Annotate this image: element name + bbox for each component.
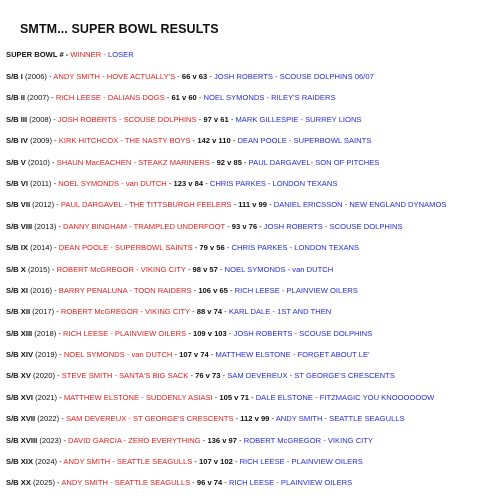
loser-name: JOSH ROBERTS - SCOUSE DOLPHINS <box>263 221 403 231</box>
legend-row <box>6 50 479 60</box>
separator: - <box>233 414 241 424</box>
separator: - <box>49 93 56 103</box>
superbowl-year: (2014) <box>27 243 53 253</box>
winner-name: BARRY PENALUNA - TOON RAIDERS <box>58 285 192 295</box>
result-row <box>6 286 479 296</box>
legend-separator: - <box>101 50 108 59</box>
separator: - <box>196 93 204 103</box>
separator: - <box>232 457 240 467</box>
superbowl-label: S/B XVIII <box>6 435 38 445</box>
separator: - <box>203 178 210 188</box>
result-row <box>6 243 479 253</box>
superbowl-year: (2022) <box>35 414 60 424</box>
winner-name: MATTHEW ELSTONE - SUDDENLY ASIASI <box>63 392 213 402</box>
superbowl-label: S/B IV <box>6 136 28 146</box>
winner-name: NOEL SYMONDS - van DUTCH <box>58 178 167 188</box>
result-row <box>6 457 479 467</box>
winner-name: ANDY SMITH - SEATTLE SEAGULLS <box>63 457 193 467</box>
superbowl-year: (2023) <box>37 435 62 445</box>
superbowl-year: (2011) <box>27 178 52 188</box>
superbowl-year: (2016) <box>27 285 53 295</box>
legend-winner: WINNER <box>70 50 102 59</box>
result-row <box>6 115 479 125</box>
superbowl-label: S/B XI <box>6 285 28 295</box>
result-row <box>6 179 479 189</box>
separator: - <box>57 457 64 467</box>
result-row <box>6 158 479 168</box>
superbowl-year: (2021) <box>33 392 58 402</box>
score: 105 v 71 <box>219 392 249 402</box>
score: 98 v 57 <box>192 264 218 274</box>
separator: - <box>190 478 197 488</box>
superbowl-year: (2015) <box>25 264 50 274</box>
winner-name: ANDY SMITH - HOVE ACTUALLY'S <box>53 72 176 81</box>
superbowl-label: S/B VIII <box>6 221 33 231</box>
winner-name: NOEL SYMONDS - van DUTCH <box>63 350 173 360</box>
loser-name: CHRIS PARKES - LONDON TEXANS <box>231 243 360 253</box>
score: 61 v 60 <box>171 93 197 103</box>
winner-name: RICH LEESE - DALIANS DOGS <box>55 93 165 103</box>
separator: - <box>52 136 59 146</box>
winner-name: KIRK HITCHCOX - THE NASTY BOYS <box>58 136 191 146</box>
superbowl-label: S/B XVI <box>6 392 34 402</box>
superbowl-label: S/B VI <box>6 178 28 188</box>
loser-name: SAM DEVEREUX - ST GEORGE'S CRESCENTS <box>227 371 395 381</box>
superbowl-year: (2020) <box>30 371 55 381</box>
separator: - <box>49 264 57 274</box>
separator: - <box>266 200 274 210</box>
separator: - <box>257 221 264 231</box>
loser-name: JOSH ROBERTS - SCOUSE DOLPHINS <box>233 328 373 338</box>
separator: - <box>222 478 230 488</box>
result-row <box>6 350 479 360</box>
separator: - <box>241 157 249 167</box>
separator: - <box>190 136 198 146</box>
separator: - <box>54 371 62 381</box>
loser-name: NOEL SYMONDS - RILEY'S RAIDERS <box>203 93 336 103</box>
separator: - <box>54 200 61 210</box>
superbowl-year: (2010) <box>25 157 50 167</box>
separator: - <box>190 307 197 317</box>
score: 142 v 110 <box>197 136 231 146</box>
superbowl-label: S/B XIII <box>6 328 33 338</box>
separator: - <box>61 435 69 445</box>
superbowl-year: (2013) <box>32 221 57 231</box>
separator: - <box>192 457 200 467</box>
separator: - <box>56 328 63 338</box>
separator: - <box>164 93 172 103</box>
results-list <box>6 50 479 488</box>
score: 93 v 76 <box>231 221 258 231</box>
separator: - <box>188 371 196 381</box>
superbowl-label: S/B III <box>6 114 28 124</box>
result-row <box>6 72 479 82</box>
score: 112 v 99 <box>240 414 270 424</box>
score: 106 v 65 <box>198 285 228 295</box>
superbowl-label: S/B IX <box>6 243 28 253</box>
separator: - <box>54 478 62 488</box>
winner-name: DANNY BINGHAM - TRAMPLED UNDERFOOT <box>62 221 226 231</box>
separator: - <box>172 350 180 360</box>
superbowl-year: (2012) <box>30 200 55 210</box>
loser-name: RICH LEESE - PLAINVIEW OILERS <box>229 478 353 488</box>
separator: - <box>52 243 59 253</box>
superbowl-year: (2017) <box>30 307 55 317</box>
score: 79 v 56 <box>199 243 225 253</box>
superbowl-year: (2018) <box>32 328 57 338</box>
superbowl-year: (2019) <box>33 350 58 360</box>
result-row <box>6 93 479 103</box>
separator: - <box>57 392 64 402</box>
superbowl-year: (2025) <box>30 478 55 488</box>
loser-name: ANDY SMITH - SEATTLE SEAGULLS <box>275 414 405 424</box>
separator: - <box>228 114 236 124</box>
separator: - <box>196 114 204 124</box>
page-title: SMTM... SUPER BOWL RESULTS <box>20 22 219 36</box>
loser-name: RICH LEESE - PLAINVIEW OILERS <box>239 457 363 467</box>
superbowl-year: (2008) <box>27 114 52 124</box>
separator: - <box>57 350 64 360</box>
separator: - <box>191 285 199 295</box>
loser-name: JOSH ROBERTS - SCOUSE DOLPHINS 06/07 <box>214 72 374 81</box>
loser-name: DEAN POOLE - SUPERBOWL SAINTS <box>237 136 372 146</box>
separator: - <box>217 264 225 274</box>
winner-name: JOSH ROBERTS - SCOUSE DOLPHINS <box>57 114 197 124</box>
result-row <box>6 329 479 339</box>
result-row <box>6 265 479 275</box>
score: 111 v 99 <box>238 200 267 210</box>
separator: - <box>269 414 276 424</box>
superbowl-label: S/B II <box>6 93 25 103</box>
superbowl-year: (2007) <box>25 93 50 103</box>
separator: - <box>192 243 200 253</box>
winner-name: ROBERT McGREGOR - VIKING CITY <box>56 264 186 274</box>
separator: - <box>248 392 256 402</box>
loser-name: NOEL SYMONDS - van DUTCH <box>224 264 334 274</box>
winner-name: ROBERT McGREGOR - VIKING CITY <box>60 307 190 317</box>
result-row <box>6 371 479 381</box>
result-row <box>6 478 479 488</box>
superbowl-label: S/B XIV <box>6 350 34 360</box>
separator: - <box>51 114 58 124</box>
separator: - <box>225 221 232 231</box>
separator: - <box>212 392 220 402</box>
result-row <box>6 393 479 403</box>
loser-name: ROBERT McGREGOR - VIKING CITY <box>243 435 373 445</box>
score: 97 v 61 <box>203 114 229 124</box>
score: 109 v 103 <box>192 328 227 338</box>
superbowl-label: S/B XX <box>6 478 31 488</box>
score: 88 v 74 <box>196 307 223 317</box>
score: 136 v 97 <box>207 435 237 445</box>
separator: - <box>46 72 54 81</box>
result-row <box>6 136 479 146</box>
superbowl-year: (2024) <box>33 457 58 467</box>
winner-name: DAVID GARCIA - ZERO EVERYTHING <box>68 435 201 445</box>
result-row <box>6 222 479 232</box>
superbowl-label: S/B VII <box>6 200 31 210</box>
superbowl-label: S/B XVII <box>6 414 36 424</box>
winner-name: SAM DEVEREUX - ST GEORGE'S CRESCENTS <box>65 414 234 424</box>
result-row <box>6 414 479 424</box>
separator: - <box>230 136 238 146</box>
score: 92 v 85 <box>216 157 242 167</box>
separator: - <box>166 178 174 188</box>
loser-name: PAUL DARGAVEL- SON OF PITCHES <box>248 157 380 167</box>
separator: - <box>237 435 244 445</box>
separator: - <box>175 72 182 81</box>
score: 76 v 73 <box>195 371 221 381</box>
separator: - <box>208 350 216 360</box>
separator: - <box>49 157 57 167</box>
loser-name: CHRIS PARKES - LONDON TEXANS <box>209 178 338 188</box>
separator: - <box>185 264 193 274</box>
legend-prefix: SUPER BOWL # - <box>6 50 71 59</box>
superbowl-label: S/B XV <box>6 371 31 381</box>
result-row <box>6 307 479 317</box>
superbowl-label: S/B XIX <box>6 457 34 467</box>
score: 66 v 63 <box>181 72 208 81</box>
separator: - <box>200 435 208 445</box>
result-row <box>6 200 479 210</box>
loser-name: MATTHEW ELSTONE - FORGET ABOUT LE' <box>215 350 370 360</box>
loser-name: DANIEL ERICSSON - NEW ENGLAND DYNAMOS <box>273 200 447 210</box>
superbowl-year: (2006) <box>22 72 47 81</box>
superbowl-label: S/B XII <box>6 307 31 317</box>
separator: - <box>207 72 214 81</box>
loser-name: KARL DALE - 1ST AND THEN <box>228 307 332 317</box>
separator: - <box>56 221 63 231</box>
separator: - <box>52 285 59 295</box>
separator: - <box>222 307 229 317</box>
separator: - <box>54 307 61 317</box>
loser-name: RICH LEESE - PLAINVIEW OILERS <box>234 285 358 295</box>
separator: - <box>209 157 217 167</box>
score: 107 v 74 <box>179 350 209 360</box>
score: 96 v 74 <box>196 478 223 488</box>
separator: - <box>186 328 193 338</box>
winner-name: PAUL DARGAVEL - THE TITTSBURGH FEELERS <box>60 200 232 210</box>
result-row <box>6 436 479 446</box>
winner-name: SHAUN MacEACHEN - STEAKZ MARINERS <box>56 157 210 167</box>
loser-name: MARK GILLESPIE - SURREY LIONS <box>235 114 362 124</box>
legend-loser: LOSER <box>107 50 134 59</box>
superbowl-label: S/B X <box>6 264 26 274</box>
separator: - <box>224 243 232 253</box>
results-rows <box>6 72 479 488</box>
winner-name: STEVE SMITH - SANTA'S BIG SACK <box>61 371 189 381</box>
superbowl-year: (2009) <box>27 136 53 146</box>
separator: - <box>220 371 228 381</box>
score: 107 v 102 <box>199 457 233 467</box>
separator: - <box>226 328 234 338</box>
winner-name: RICH LEESE - PLAINVIEW OILERS <box>62 328 187 338</box>
score: 123 v 84 <box>173 178 204 188</box>
winner-name: ANDY SMITH - SEATTLE SEAGULLS <box>61 478 191 488</box>
superbowl-label: S/B I <box>6 72 23 81</box>
loser-name: DALE ELSTONE - FITZMAGIC YOU KNOOOOOOW <box>255 392 435 402</box>
separator: - <box>51 178 59 188</box>
separator: - <box>59 414 66 424</box>
separator: - <box>227 285 235 295</box>
winner-name: DEAN POOLE - SUPERBOWL SAINTS <box>58 243 193 253</box>
superbowl-label: S/B V <box>6 157 26 167</box>
separator: - <box>231 200 239 210</box>
